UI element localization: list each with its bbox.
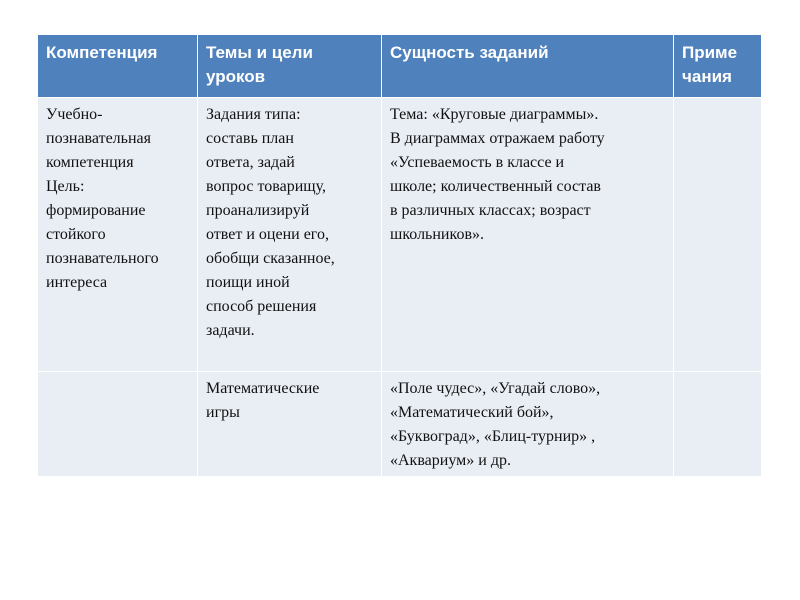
cell-task-essence: Тема: «Круговые диаграммы». В диаграммах отражаем работу «Успеваемость в классе и школе; количественный состав в различных классах; возраст школьников». bbox=[382, 98, 674, 372]
table-header-row bbox=[38, 35, 762, 98]
cell-topics-goals: Задания типа: составь план ответа, задай вопрос товарищу, проанализируй ответ и оцени его, обобщи сказанное, поищи иной способ решения задачи. bbox=[198, 98, 382, 372]
header-topics-goals: Темы и цели уроков bbox=[198, 35, 382, 98]
header-task-essence: Сущность заданий bbox=[382, 35, 674, 98]
cell-notes bbox=[674, 372, 762, 477]
cell-competency bbox=[38, 372, 198, 477]
table-row bbox=[38, 372, 762, 477]
header-notes: Приме чания bbox=[674, 35, 762, 98]
cell-competency: Учебно- познавательная компетенция Цель: формирование стойкого познавательного интереса bbox=[38, 98, 198, 372]
competency-table bbox=[37, 34, 762, 477]
table-row bbox=[38, 98, 762, 372]
cell-notes bbox=[674, 98, 762, 372]
cell-topics-goals: Математические игры bbox=[198, 372, 382, 477]
cell-task-essence: «Поле чудес», «Угадай слово», «Математический бой», «Буквоград», «Блиц-турнир» , «Аквариум» и др. bbox=[382, 372, 674, 477]
header-competency: Компетенция bbox=[38, 35, 198, 98]
